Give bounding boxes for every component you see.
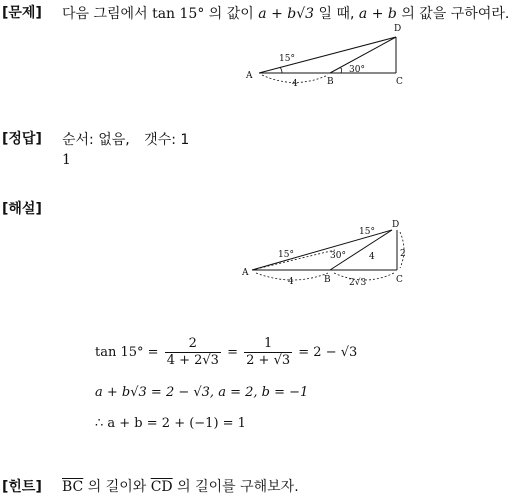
fraction-2-denominator: 2 + √3 [246, 353, 291, 368]
problem-text-mid: 의 값이 [208, 6, 254, 22]
fraction-1-denominator: 4 + 2√3 [166, 353, 219, 368]
point-b-2: B [324, 275, 331, 285]
answer-label: [정답] [2, 131, 42, 147]
fraction-1-numerator: 2 [165, 336, 221, 353]
hint-label: [힌트] [2, 479, 42, 495]
eq-sign: = [227, 345, 238, 360]
length-bc-label: 2√3 [349, 278, 367, 288]
hint-text [62, 476, 299, 496]
hint-text-1: 의 길이와 [87, 479, 147, 495]
answer-text [62, 129, 189, 149]
point-a-2: A [242, 268, 249, 278]
angle-30-label: 30° [349, 65, 365, 75]
angle-15a-label: 15° [278, 250, 294, 260]
problem-label: [문제] [2, 5, 42, 21]
tan-expression: tan 15° [152, 6, 205, 22]
problem-text-after: 의 값을 구하여라. [401, 6, 510, 22]
solution-line-2: a + b√3 = 2 − √3, a = 2, b = −1 [95, 385, 309, 400]
point-a: A [246, 71, 253, 81]
answer-order: 순서: 없음, [62, 132, 130, 148]
point-d-2: D [392, 220, 400, 230]
hint-text-2: 의 길이를 구해보자. [177, 479, 299, 495]
line1-lhs: tan 15° = [95, 345, 159, 360]
solution-line-1 [95, 336, 357, 369]
point-c: C [396, 77, 403, 87]
answer-value: 1 [62, 152, 71, 168]
sum-expression: a + b [358, 6, 397, 22]
point-d: D [394, 24, 402, 34]
solution-line-3: ∴ a + b = 2 + (−1) = 1 [95, 416, 246, 431]
fraction-2 [244, 336, 292, 369]
problem-text-before: 다음 그림에서 [62, 6, 148, 22]
fraction-2-numerator: 1 [244, 336, 292, 353]
line1-rhs: = 2 − √3 [298, 345, 358, 360]
angle-mark-30 [339, 68, 342, 73]
point-b: B [327, 77, 334, 87]
answer-count: 갯수: 1 [144, 132, 190, 148]
length-dc-label: 2 [400, 249, 406, 259]
angle-15b-label: 15° [359, 227, 375, 237]
length-bd-label: 4 [369, 252, 375, 262]
solution-figure [0, 215, 524, 295]
angle-30-label-2: 30° [330, 251, 346, 261]
length-ab-label-2: 4 [288, 277, 294, 287]
fraction-1 [165, 336, 221, 369]
point-c-2: C [396, 275, 403, 285]
angle-mark-15 [280, 67, 282, 73]
value-expression: a + b√3 [258, 6, 315, 22]
angle-15-label: 15° [279, 54, 295, 64]
length-ab-label: 4 [292, 79, 298, 89]
segment-bc: $\overline{BC}$ [62, 479, 84, 495]
segment-cd: $\overline{CD}$ [150, 479, 173, 495]
problem-figure [0, 20, 524, 115]
problem-text-mid2: 일 때, [318, 6, 355, 22]
solution-label: [해설] [2, 201, 42, 217]
